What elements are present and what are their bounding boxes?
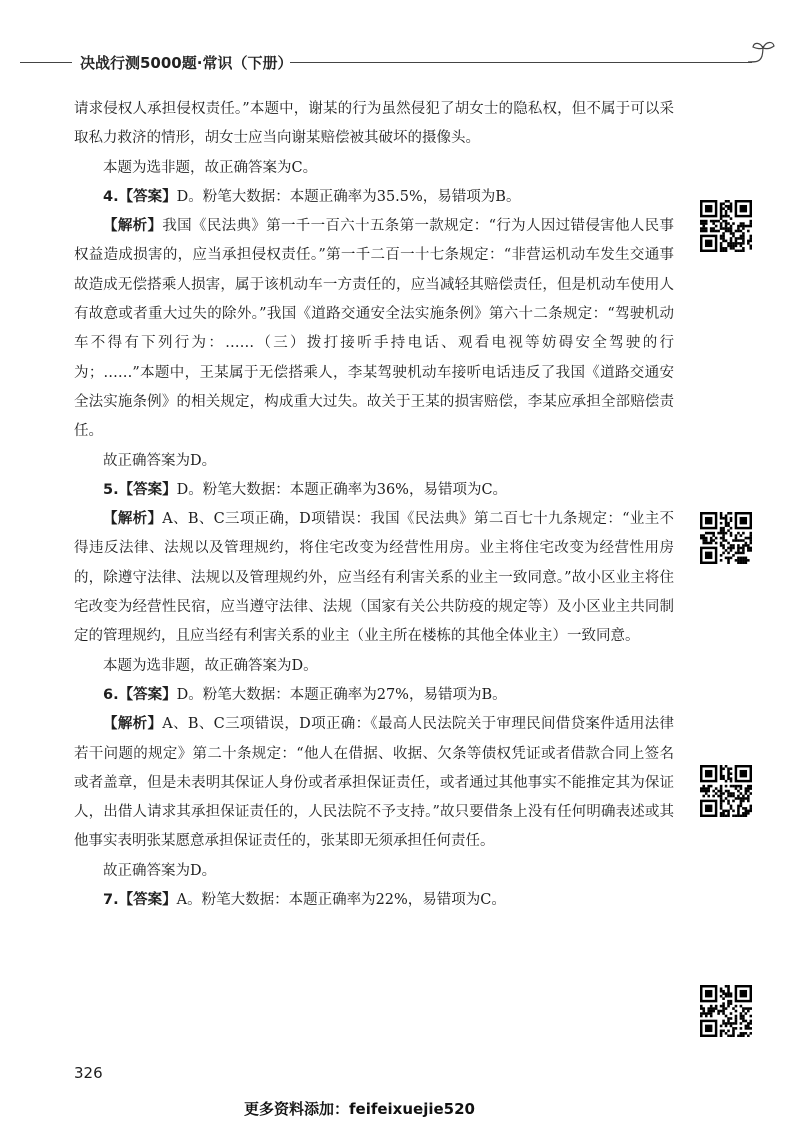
qr-code-icon[interactable]: [700, 200, 752, 252]
paragraph: 请求侵权人承担侵权责任。”本题中，谢某的行为虽然侵犯了胡女士的隐私权，但不属于可以采取私力救济的情形，胡女士应当向谢某赔偿被其破坏的摄像头。: [74, 101, 674, 147]
analysis-tag: 【解析】: [103, 511, 163, 528]
answer-line-q7: 7.【答案】A。粉笔大数据：本题正确率为22%，易错项为C。: [103, 892, 506, 909]
paragraph: 故正确答案为D。: [103, 452, 217, 469]
qr-code-icon[interactable]: [700, 985, 752, 1037]
book-title: 决战行测5000题·常识（下册）: [80, 54, 293, 72]
analysis-q6: 【解析】A、B、C三项错误，D项正确：《最高人民法院关于审理民间借贷案件适用法律若干问题的规定》第二十条规定：“他人在借据、收据、欠条等债权凭证或者借款合同上签名或者盖章，但是未表明其保证人身份或者承担保证责任，或者通过其他事实不能推定其为保证人，出借人请求其承担保证责任的，人民法院不予支持。”故只要借条上没有任何明确表述或其他事实表明张某愿意承担保证责任的，张某即无须承担任何责任。: [74, 716, 674, 850]
paragraph: 故正确答案为D。: [103, 862, 217, 879]
answer-tag: 6.【答案】: [103, 686, 177, 703]
qr-code-icon[interactable]: [700, 765, 752, 817]
answer-tag: 7.【答案】: [103, 892, 177, 909]
running-header: [20, 52, 772, 72]
paragraph: 本题为选非题，故正确答案为C。: [103, 159, 318, 176]
answer-line-q5: 5.【答案】D。粉笔大数据：本题正确率为36%，易错项为C。: [103, 481, 508, 498]
analysis-tag: 【解析】: [103, 716, 163, 733]
analysis-tag: 【解析】: [103, 218, 163, 235]
footer-contact-note: 更多资料添加：feifeixuejie520: [244, 1100, 475, 1118]
page-number: 326: [74, 1064, 103, 1082]
analysis-q4: 【解析】我国《民法典》第一千一百六十五条第一款规定：“行为人因过错侵害他人民事权益造成损害的，应当承担侵权责任。”第一千二百一十七条规定：“非营运机动车发生交通事故造成无偿搭乘人损害，属于该机动车一方责任的，应当减轻其赔偿责任，但是机动车使用人有故意或者重大过失的除外。”我国《道路交通安全法实施条例》第六十二条规定：“驾驶机动车不得有下列行为：……（三）拨打接听手持电话、观看电视等妨碍安全驾驶的行为；……”本题中，王某属于无偿搭乘人，李某驾驶机动车接听电话违反了我国《道路交通安全法实施条例》的相关规定，构成重大过失。故关于王某的损害赔偿，李某应承担全部赔偿责任。: [74, 218, 674, 440]
answer-tag: 4.【答案】: [103, 188, 177, 205]
paragraph: 本题为选非题，故正确答案为D。: [103, 657, 318, 674]
answer-line-q4: 4.【答案】D。粉笔大数据：本题正确率为35.5%，易错项为B。: [103, 188, 521, 205]
answer-line-q6: 6.【答案】D。粉笔大数据：本题正确率为27%，易错项为B。: [103, 686, 507, 703]
header-rule-left: [20, 62, 72, 63]
sprout-icon: [748, 38, 778, 68]
qr-code-icon[interactable]: [700, 512, 752, 564]
header-rule-right: [290, 62, 752, 63]
answer-tag: 5.【答案】: [103, 481, 177, 498]
answer-explanations: [74, 95, 674, 915]
analysis-q5: 【解析】A、B、C三项正确，D项错误：我国《民法典》第二百七十九条规定：“业主不得违反法律、法规以及管理规约，将住宅改变为经营性用房。业主将住宅改变为经营性用房的，除遵守法律、法规以及管理规约外，应当经有利害关系的业主一致同意。”故小区业主将住宅改变为经营性民宿，应当遵守法律、法规（国家有关公共防疫的规定等）及小区业主共同制定的管理规约，且应当经有利害关系的业主（业主所在楼栋的其他全体业主）一致同意。: [74, 511, 675, 645]
